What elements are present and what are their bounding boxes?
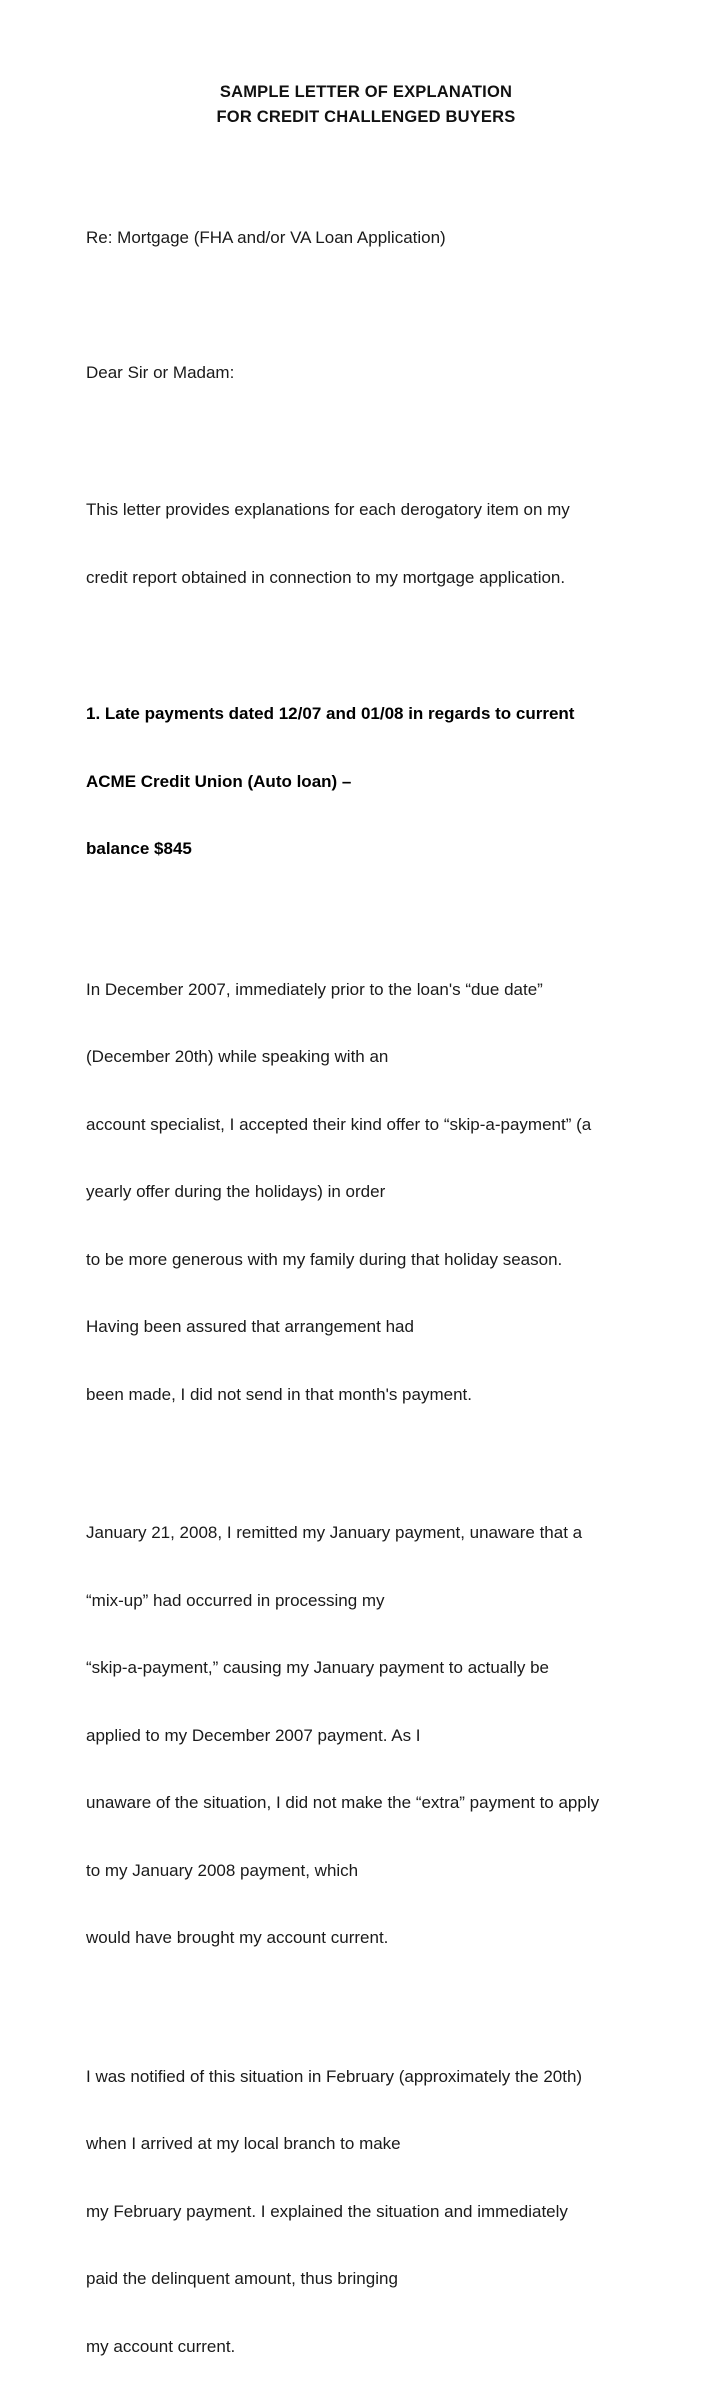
item-heading-line-3: balance $845	[86, 838, 646, 861]
salutation	[86, 317, 646, 430]
paragraph-1-line-4: yearly offer during the holidays) in order	[86, 1181, 646, 1204]
intro-line-1: This letter provides explanations for each derogatory item on my	[86, 499, 646, 522]
intro-line-2: credit report obtained in connection to my mortgage application.	[86, 567, 646, 590]
explanation-paragraph-2	[86, 1477, 646, 1995]
intro-paragraph	[86, 454, 646, 634]
paragraph-2-line-6: to my January 2008 payment, which	[86, 1860, 646, 1883]
explanation-paragraph-1	[86, 934, 646, 1452]
item-heading	[86, 658, 646, 906]
document-title-line-2: FOR CREDIT CHALLENGED BUYERS	[86, 105, 646, 130]
paragraph-2-line-4: applied to my December 2007 payment. As I	[86, 1725, 646, 1748]
paragraph-1-line-3: account specialist, I accepted their kind offer to “skip-a-payment” (a	[86, 1114, 646, 1137]
document-title-line-1: SAMPLE LETTER OF EXPLANATION	[86, 80, 646, 105]
paragraph-1-line-5: to be more generous with my family during that holiday season.	[86, 1249, 646, 1272]
paragraph-3-line-1: I was notified of this situation in February (approximately the 20th)	[86, 2066, 646, 2089]
paragraph-1-line-2: (December 20th) while speaking with an	[86, 1046, 646, 1069]
document-body	[86, 0, 646, 2403]
paragraph-1-line-7: been made, I did not send in that month's payment.	[86, 1384, 646, 1407]
paragraph-3-line-3: my February payment. I explained the situation and immediately	[86, 2201, 646, 2224]
paragraph-1-line-6: Having been assured that arrangement had	[86, 1316, 646, 1339]
paragraph-3-line-4: paid the delinquent amount, thus bringing	[86, 2268, 646, 2291]
paragraph-2-line-5: unaware of the situation, I did not make the “extra” payment to apply	[86, 1792, 646, 1815]
salutation-text: Dear Sir or Madam:	[86, 362, 646, 385]
document-page	[0, 0, 720, 931]
document-title	[86, 80, 646, 130]
subject-line-text: Re: Mortgage (FHA and/or VA Loan Application)	[86, 227, 646, 250]
explanation-paragraph-3	[86, 2021, 646, 2403]
paragraph-3-line-2: when I arrived at my local branch to make	[86, 2133, 646, 2156]
paragraph-2-line-1: January 21, 2008, I remitted my January payment, unaware that a	[86, 1522, 646, 1545]
item-heading-line-1: 1. Late payments dated 12/07 and 01/08 in regards to current	[86, 703, 646, 726]
paragraph-3-line-5: my account current.	[86, 2336, 646, 2359]
paragraph-2-line-7: would have brought my account current.	[86, 1927, 646, 1950]
item-heading-line-2: ACME Credit Union (Auto loan) –	[86, 771, 646, 794]
paragraph-2-line-2: “mix-up” had occurred in processing my	[86, 1590, 646, 1613]
subject-line	[86, 182, 646, 295]
paragraph-2-line-3: “skip-a-payment,” causing my January payment to actually be	[86, 1657, 646, 1680]
paragraph-1-line-1: In December 2007, immediately prior to the loan's “due date”	[86, 979, 646, 1002]
